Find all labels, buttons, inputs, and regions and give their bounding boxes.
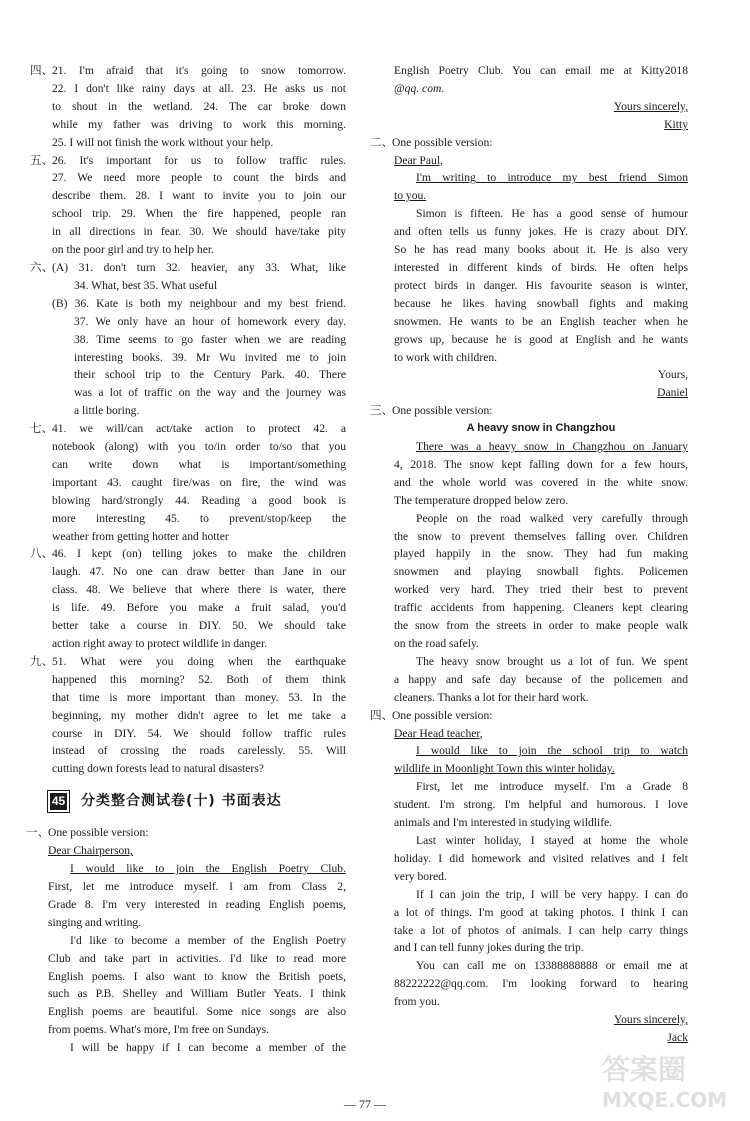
answer-line: 34. What, best 35. What useful (74, 278, 218, 292)
answer-line: describe them. 28. I want to invite you to join our (52, 189, 346, 203)
section-marker: 五、 (30, 153, 54, 167)
answer-line: class. 48. We believe that where there is water, there (52, 583, 346, 597)
underlined-sentence: I would like to join the English Poetry Club. (70, 862, 346, 876)
letter-greeting: Dear Paul, (394, 153, 443, 167)
answer-line: (A) 31. don't turn 32. heavier, any 33. What, like (52, 260, 346, 274)
essay-line: and often tells us funny jokes. He is crazy about DIY. (394, 225, 688, 239)
underlined-sentence: wildlife in Moonlight Town this winter holiday. (394, 762, 615, 776)
version-label: One possible version: (392, 708, 493, 722)
answer-line: to shout in the wetland. 24. The car broke down (52, 99, 346, 113)
essay-line: cleaners. Thanks a lot for their hard work. (394, 690, 589, 704)
essay-line: Grade 8. I'm very interested in reading English poems, (48, 897, 346, 911)
answer-line: 25. I will not finish the work without your help. (52, 135, 274, 149)
letter-greeting: Dear Head teacher, (394, 726, 483, 740)
essay-line: from poems. What's more, I'm free on Sundays. (48, 1023, 269, 1037)
underlined-sentence: I would like to join the school trip to watch (416, 744, 688, 758)
version-label: One possible version: (392, 135, 493, 149)
version-label: One possible version: (392, 404, 493, 418)
answer-line: their school trip to the Century Park. 40. There (74, 368, 346, 382)
underlined-sentence: There was a heavy snow in Changzhou on January (416, 440, 688, 454)
answer-line: better take a course in DIY. 50. We should take (52, 619, 346, 633)
essay-line: the snow from the streets in order to make people walk (394, 619, 688, 633)
essay-1-label (26, 824, 346, 842)
section-heading (30, 791, 346, 812)
signature-text: Kitty (664, 117, 688, 131)
version-label: One possible version: (48, 826, 149, 840)
answer-line: action right away to protect wildlife in danger. (52, 637, 268, 650)
answer-line: 41. we will/can act/take action to protect 42. a (52, 422, 346, 436)
essay-line: a happy and safe day because of the policemen and (394, 672, 688, 686)
essay-line (394, 187, 688, 205)
signature-text: Jack (667, 1030, 688, 1044)
essay-line: snowmen. He wants to be an English teacher when he (394, 314, 688, 328)
section-marker: 九、 (30, 654, 54, 668)
essay-line: to work with children. (394, 350, 498, 364)
answer-line: more interesting 45. to prevent/stop/keep the (52, 511, 346, 525)
watermark-text-bottom: MXQE.COM (602, 1088, 728, 1112)
essay-1-continued (370, 62, 688, 134)
essay-line: @qq. com. (394, 81, 445, 95)
answer-line: 26. It's important for us to follow traffic rules. (52, 153, 346, 167)
answer-line: 46. I kept (on) telling jokes to make the children (52, 547, 346, 561)
answer-line: can write down what is important/something (52, 457, 346, 471)
letter-signature (394, 116, 688, 134)
answer-line: was a lot of traffic on the way and the journey was (74, 386, 346, 400)
answer-line: 38. Time seems to go faster when we are reading (74, 332, 346, 346)
answer-line: 37. We only have an hour of homework every day. (74, 314, 346, 328)
essay-line: from you. (394, 995, 440, 1009)
answer-line: laugh. 47. No one can draw better than Jane in our (52, 565, 346, 579)
letter-greeting: Dear Chairperson, (48, 844, 133, 858)
essay-line: English poems are beautiful. Some nice songs are also (48, 1005, 346, 1019)
answer-line: important 43. caught fire/was on fire, the wind was (52, 475, 346, 489)
essay-3 (370, 420, 688, 707)
answer-line: a little boring. (74, 404, 140, 418)
essay-line: snowmen and playing snowball fights. Policemen (394, 565, 688, 579)
essay-line: worked very hard. They tried their best to prevent (394, 583, 688, 597)
essay-1 (30, 842, 346, 1057)
answer-line: on the poor girl and try to help her. (52, 243, 214, 257)
essay-4 (370, 725, 688, 1047)
essay-4-label (370, 707, 688, 725)
essay-line: 4, 2018. The snow kept falling down for a few hours, (394, 457, 688, 471)
essay-line: I'd like to become a member of the English Poetry (70, 933, 346, 947)
essay-line: First, let me introduce myself. I am from Class 2, (48, 879, 346, 893)
answer-line: beginning, my mother didn't agree to let me take a (52, 708, 346, 722)
essay-line: interested in different kinds of birds. He often helps (394, 260, 688, 274)
right-column (370, 62, 688, 1047)
essay-line: Club and take part in activities. I'd like to read more (48, 951, 346, 965)
essay-line: and the whole world was covered in the white snow. (394, 475, 688, 489)
essay-line: First, let me introduce myself. I'm a Grade 8 (416, 780, 688, 794)
answer-section-7 (30, 420, 346, 438)
answer-line: in all directions in fear. 30. We should have/take pity (52, 225, 346, 239)
letter-signature (394, 384, 688, 402)
answer-section-8 (30, 545, 346, 563)
essay-line: on the road safely. (394, 637, 479, 650)
essay-line: I will be happy if I can become a member of the (70, 1041, 346, 1055)
essay-line: Simon is fifteen. He has a good sense of humour (416, 207, 688, 221)
answer-line: school trip. 29. When the fire happened, people ran (52, 207, 346, 221)
answer-line: weather from getting hotter and hotter (52, 529, 229, 543)
closing-text: Yours sincerely, (613, 99, 688, 113)
essay-line (48, 860, 346, 878)
answer-line: cutting down forests lead to natural disasters? (52, 762, 264, 776)
section-marker: 二、 (370, 135, 394, 149)
essay-line: So he has read many books about it. He is also very (394, 243, 688, 257)
section-marker: 四、 (370, 708, 394, 722)
answer-section-4 (30, 62, 346, 80)
essay-3-label (370, 402, 688, 420)
essay-line (394, 169, 688, 187)
essay-line: and I can tell funny jokes during the trip. (394, 941, 584, 955)
essay-line (394, 742, 688, 760)
answer-line: that time is more important than money. 53. In the (52, 690, 346, 704)
essay-line: If I can join the trip, I will be very happy. I can do (416, 887, 688, 901)
page-number: — 77 — (344, 1097, 386, 1111)
left-column (26, 62, 346, 1057)
essay-line: animals and I'm interested in studying wildlife. (394, 816, 613, 830)
answer-line: 21. I'm afraid that it's going to snow tomorrow. (52, 64, 346, 77)
essay-line: the snow to prevent themselves falling over. Children (394, 529, 688, 543)
section-title: 分类整合测试卷(十) 书面表达 (81, 792, 282, 809)
essay-line: traffic accidents from happening. Cleaners kept clearing (394, 601, 688, 615)
answer-line: notebook (along) with you to/in order to/so that you (52, 440, 346, 454)
section-marker: 七、 (30, 422, 54, 436)
essay-line: holiday. I did homework and visited relatives and I felt (394, 851, 688, 865)
essay-2 (370, 152, 688, 403)
answer-line: happened this morning? 52. Both of them think (52, 672, 346, 686)
section-marker: 一、 (26, 826, 50, 840)
essay-line: English Poetry Club. You can email me at Kitty2018 (394, 64, 688, 77)
section-marker: 三、 (370, 404, 394, 418)
essay-line (394, 438, 688, 456)
answer-line: 22. I don't like rainy days at all. 23. He asks us not (52, 81, 346, 95)
watermark-text-top: 答案圈 (602, 1053, 687, 1086)
essay-line: English poems. I also want to know the British poets, (48, 969, 346, 983)
letter-closing (394, 1011, 688, 1029)
essay-title: A heavy snow in Changzhou (466, 422, 616, 435)
answer-line: 51. What were you doing when the earthquake (52, 654, 346, 668)
essay-line: such as P.B. Shelley and William Butler Yeats. I think (48, 987, 346, 1001)
letter-closing (394, 98, 688, 116)
answer-line: blowing hard/strongly 44. Reading a good book is (52, 493, 346, 507)
answer-line: course in DIY. 54. We should follow traffic rules (52, 726, 346, 740)
answer-line: (B) 36. Kate is both my neighbour and my best friend. (52, 296, 346, 310)
answer-section-5 (30, 152, 346, 170)
essay-line: because he likes having snowball fights and making (394, 296, 688, 310)
essay-line: student. I'm strong. I'm helpful and humorous. I love (394, 798, 688, 812)
essay-line: protect birds in danger. His favourite season is winter, (394, 278, 688, 292)
essay-line: singing and writing. (48, 915, 142, 929)
essay-line: The heavy snow brought us a lot of fun. We spent (416, 654, 688, 668)
section-marker: 四、 (30, 64, 54, 77)
essay-line: played happily in the snow. They had fun making (394, 547, 688, 561)
underlined-sentence: to you. (394, 189, 427, 203)
essay-line: very bored. (394, 869, 447, 883)
answer-section-6 (30, 259, 346, 277)
answer-line: while my father was driving to work this morning. (52, 117, 346, 131)
watermark-logo (592, 1045, 742, 1115)
signature-text: Daniel (657, 386, 688, 400)
essay-line: grows up, because he is good at English and he wants (394, 332, 688, 346)
closing-text: Yours sincerely, (613, 1013, 688, 1027)
answer-section-9 (30, 653, 346, 671)
answer-line: is life. 49. Before you make a fruit salad, you'd (52, 601, 346, 615)
essay-line: 88222222@qq.com. I'm looking forward to hearing (394, 977, 688, 991)
underlined-sentence: I'm writing to introduce my best friend Simon (416, 171, 688, 185)
essay-2-label (370, 134, 688, 152)
section-number-badge: 45 (48, 791, 69, 812)
answer-line: 27. We need more people to count the birds and (52, 171, 346, 185)
answer-line: interesting books. 39. Mr Wu invited me to join (74, 350, 346, 364)
letter-closing: Yours, (657, 368, 688, 382)
section-marker: 八、 (30, 547, 54, 561)
answer-line: instead of crossing the roads carelessly. 55. Will (52, 744, 346, 758)
essay-line: You can call me on 13388888888 or email me at (416, 959, 688, 973)
essay-line: The temperature dropped below zero. (394, 493, 569, 507)
essay-line (394, 760, 688, 778)
essay-line: Last winter holiday, I stayed at home the whole (416, 833, 688, 847)
essay-line: take a lot of photos of animals. I can help carry things (394, 923, 688, 937)
section-marker: 六、 (30, 260, 54, 274)
essay-line: People on the road walked very carefully through (416, 511, 688, 525)
essay-line: a lot of things. I'm good at taking photos. I think I can (394, 905, 688, 919)
